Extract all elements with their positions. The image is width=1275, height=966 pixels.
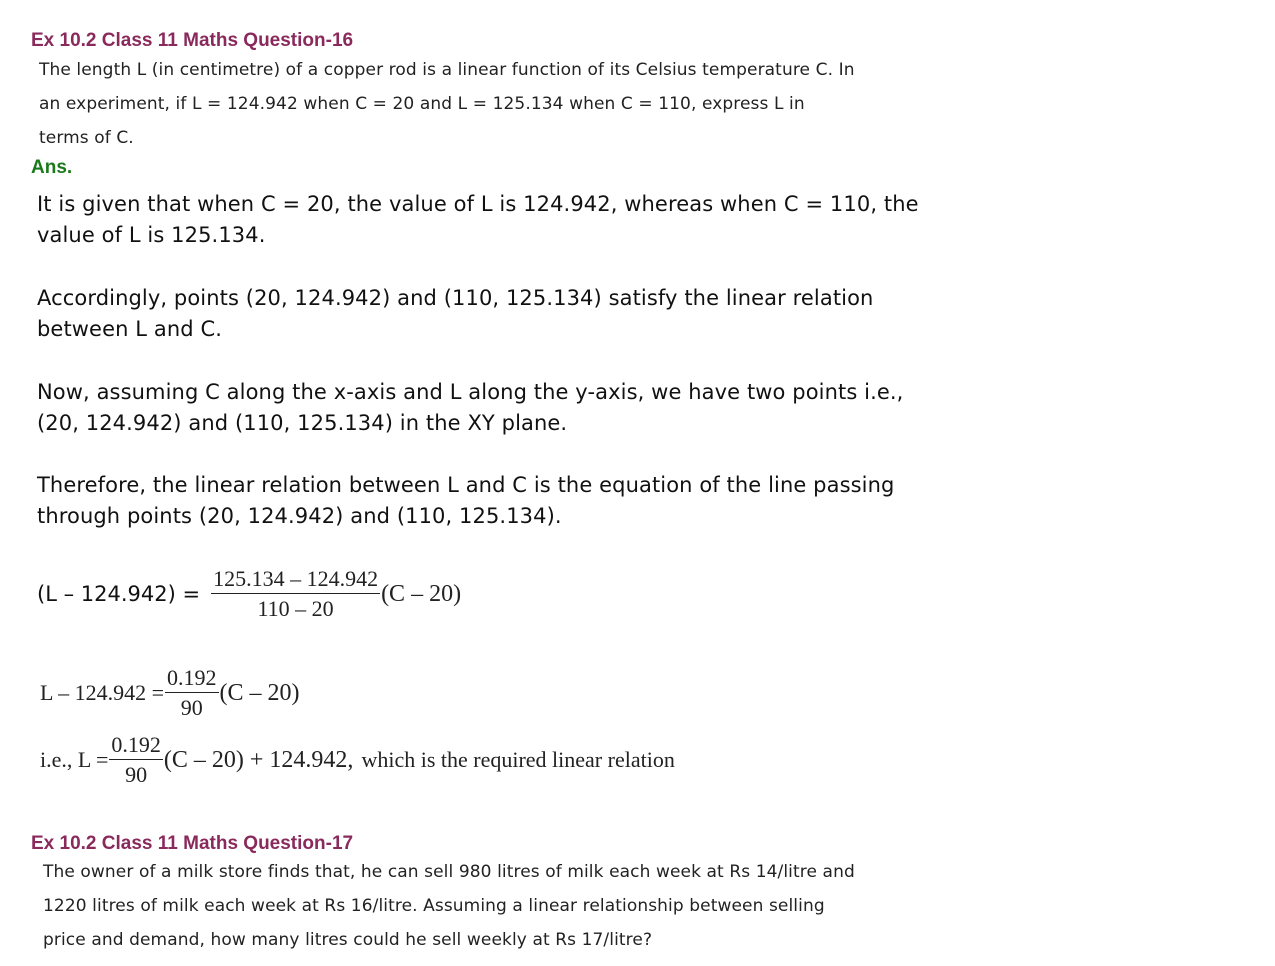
question-16-text bbox=[39, 53, 855, 155]
equation-3-numerator: 0.192 bbox=[109, 733, 163, 760]
question-17-line-2: 1220 litres of milk each week at Rs 16/litre. Assuming a linear relationship between selling bbox=[43, 896, 825, 916]
equation-3-rhs: (C – 20) + 124.942, bbox=[163, 746, 354, 773]
answer-paragraph-4-line-2: through points (20, 124.942) and (110, 125.134). bbox=[37, 504, 562, 528]
equation-1 bbox=[37, 567, 461, 621]
answer-paragraph-4 bbox=[37, 470, 894, 532]
equation-1-rhs: (C – 20) bbox=[381, 580, 462, 607]
equation-2-lhs: L – 124.942 = bbox=[40, 680, 165, 705]
answer-paragraph-3 bbox=[37, 377, 903, 439]
equation-1-denominator: 110 – 20 bbox=[257, 596, 334, 621]
answer-paragraph-4-line-1: Therefore, the linear relation between L and C is the equation of the line passing bbox=[37, 473, 895, 497]
answer-paragraph-2 bbox=[37, 283, 873, 345]
answer-paragraph-3-line-2: (20, 124.942) and (110, 125.134) in the XY plane. bbox=[37, 411, 568, 435]
question-16-line-2: an experiment, if L = 124.942 when C = 20 and L = 125.134 when C = 110, express L in bbox=[39, 94, 805, 114]
equation-3-denominator: 90 bbox=[125, 762, 148, 787]
question-17-text bbox=[43, 855, 855, 957]
equation-1-numerator: 125.134 – 124.942 bbox=[211, 567, 380, 594]
question-16-line-1: The length L (in centimetre) of a copper rod is a linear function of its Celsius temperature C. In bbox=[39, 60, 855, 80]
equation-2-fraction bbox=[165, 666, 219, 720]
question-17-line-1: The owner of a milk store finds that, he can sell 980 litres of milk each week at Rs 14/litre and bbox=[43, 862, 855, 882]
equation-3-lhs: i.e., L = bbox=[40, 747, 109, 772]
question-17-line-3: price and demand, how many litres could he sell weekly at Rs 17/litre? bbox=[43, 930, 653, 950]
question-17-heading: Ex 10.2 Class 11 Maths Question-17 bbox=[31, 833, 354, 854]
equation-3-tail: which is the required linear relation bbox=[361, 747, 675, 772]
equation-3-fraction bbox=[109, 733, 163, 787]
answer-paragraph-1-line-2: value of L is 125.134. bbox=[37, 223, 266, 247]
answer-paragraph-1-line-1: It is given that when C = 20, the value of L is 124.942, whereas when C = 110, the bbox=[37, 192, 919, 216]
question-16-heading: Ex 10.2 Class 11 Maths Question-16 bbox=[31, 30, 354, 51]
equation-1-lhs: (L – 124.942) = bbox=[37, 582, 201, 606]
answer-paragraph-2-line-2: between L and C. bbox=[37, 317, 222, 341]
equation-3 bbox=[40, 733, 675, 787]
equation-2-denominator: 90 bbox=[180, 695, 203, 720]
equation-2-rhs: (C – 20) bbox=[219, 679, 300, 706]
answer-paragraph-1 bbox=[37, 189, 919, 251]
equation-2-numerator: 0.192 bbox=[165, 666, 219, 693]
answer-paragraph-3-line-1: Now, assuming C along the x-axis and L along the y-axis, we have two points i.e., bbox=[37, 380, 904, 404]
equation-1-fraction bbox=[211, 567, 380, 621]
answer-paragraph-2-line-1: Accordingly, points (20, 124.942) and (110, 125.134) satisfy the linear relation bbox=[37, 286, 874, 310]
answer-label: Ans. bbox=[31, 157, 73, 178]
equation-2 bbox=[40, 666, 300, 720]
question-16-line-3: terms of C. bbox=[39, 128, 134, 148]
